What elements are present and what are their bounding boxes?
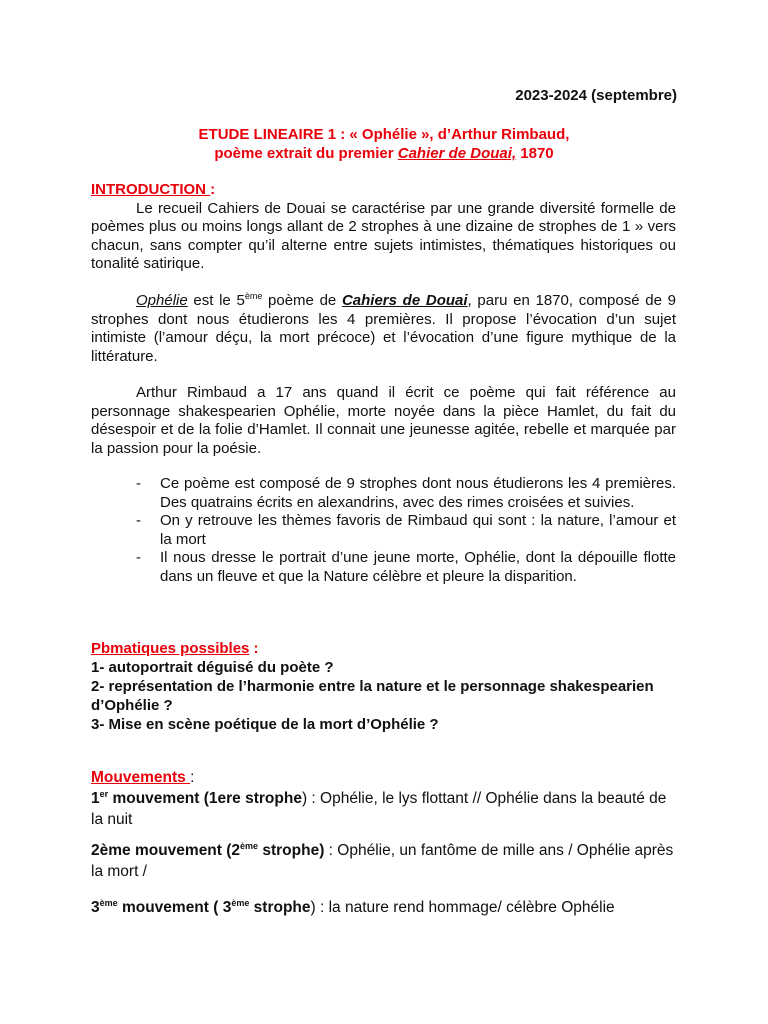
title-line-2 <box>0 145 768 164</box>
problematiques-heading: Pbmatiques possibles : <box>91 640 259 657</box>
document-date: 2023-2024 (septembre) <box>515 87 677 104</box>
problematique-item-1: 1- autoportrait déguisé du poète ? <box>91 659 334 676</box>
intro-paragraph-1: Le recueil Cahiers de Douai se caractérise par une grande diversité formelle de poèmes plus ou moins longs allant de 2 strophes à une dizaine de strophes de 1 » vers chacun, sans compter qu’il alterne entre sujets intimistes, thématiques historiques ou tonalité satirique. <box>91 199 676 272</box>
title-line-1: ETUDE LINEAIRE 1 : « Ophélie », d’Arthur Rimbaud, <box>198 126 570 143</box>
intro-paragraph-2: Ophélie est le 5ème poème de Cahiers de Douai, paru en 1870, composé de 9 strophes dont nous étudierons les 4 premières. Il propose l’évocation d’un sujet intimiste (l’amour déçu, la mort précoce) et l’évocation d’une figure mythique de la littérature. <box>91 291 676 365</box>
problematiques-section <box>91 639 676 734</box>
introduction-heading: INTRODUCTION : <box>91 181 216 198</box>
intro-bullet-list <box>91 475 676 586</box>
title-line-2-prefix: poème extrait du premier <box>214 144 398 162</box>
document-title <box>0 126 768 163</box>
title-year: 1870 <box>516 144 554 162</box>
mouvements-section <box>91 767 676 830</box>
problematique-item-3: 3- Mise en scène poétique de la mort d’Ophélie ? <box>91 716 439 733</box>
introduction-section <box>91 181 676 274</box>
problematique-item-2: 2- représentation de l’harmonie entre la nature et le personnage shakespearien d’Ophélie ? <box>91 678 654 714</box>
list-item: - Ce poème est composé de 9 strophes dont nous étudierons les 4 premières. Des quatrains écrits en alexandrins, avec des rimes croisées et suivies. <box>136 475 676 511</box>
intro-paragraph-3: Arthur Rimbaud a 17 ans quand il écrit ce poème qui fait référence au personnage shakespearien Ophélie, morte noyée dans la pièce Hamlet, du fait du désespoir et de la folie d’Hamlet. Il connait une jeunesse agitée, rebelle et marquée par la passion pour la poésie. <box>91 384 676 457</box>
title-work-name: Cahier de Douai, <box>397 144 517 162</box>
mouvement-3: 3ème mouvement ( 3ème strophe) : la nature rend hommage/ célèbre Ophélie <box>91 898 615 916</box>
mouvement-1: 1er mouvement (1ere strophe) : Ophélie, le lys flottant // Ophélie dans la beauté de la nuit <box>91 789 667 828</box>
mouvements-heading: Mouvements : <box>91 769 195 786</box>
mouvement-2: 2ème mouvement (2ème strophe) : Ophélie, un fantôme de mille ans / Ophélie après la mort / <box>91 841 674 880</box>
list-item: - On y retrouve les thèmes favoris de Rimbaud qui sont : la nature, l’amour et la mort <box>136 512 676 548</box>
list-item: - Il nous dresse le portrait d’une jeune morte, Ophélie, dont la dépouille flotte dans un fleuve et que la Nature célèbre et pleure la disparition. <box>136 549 676 585</box>
